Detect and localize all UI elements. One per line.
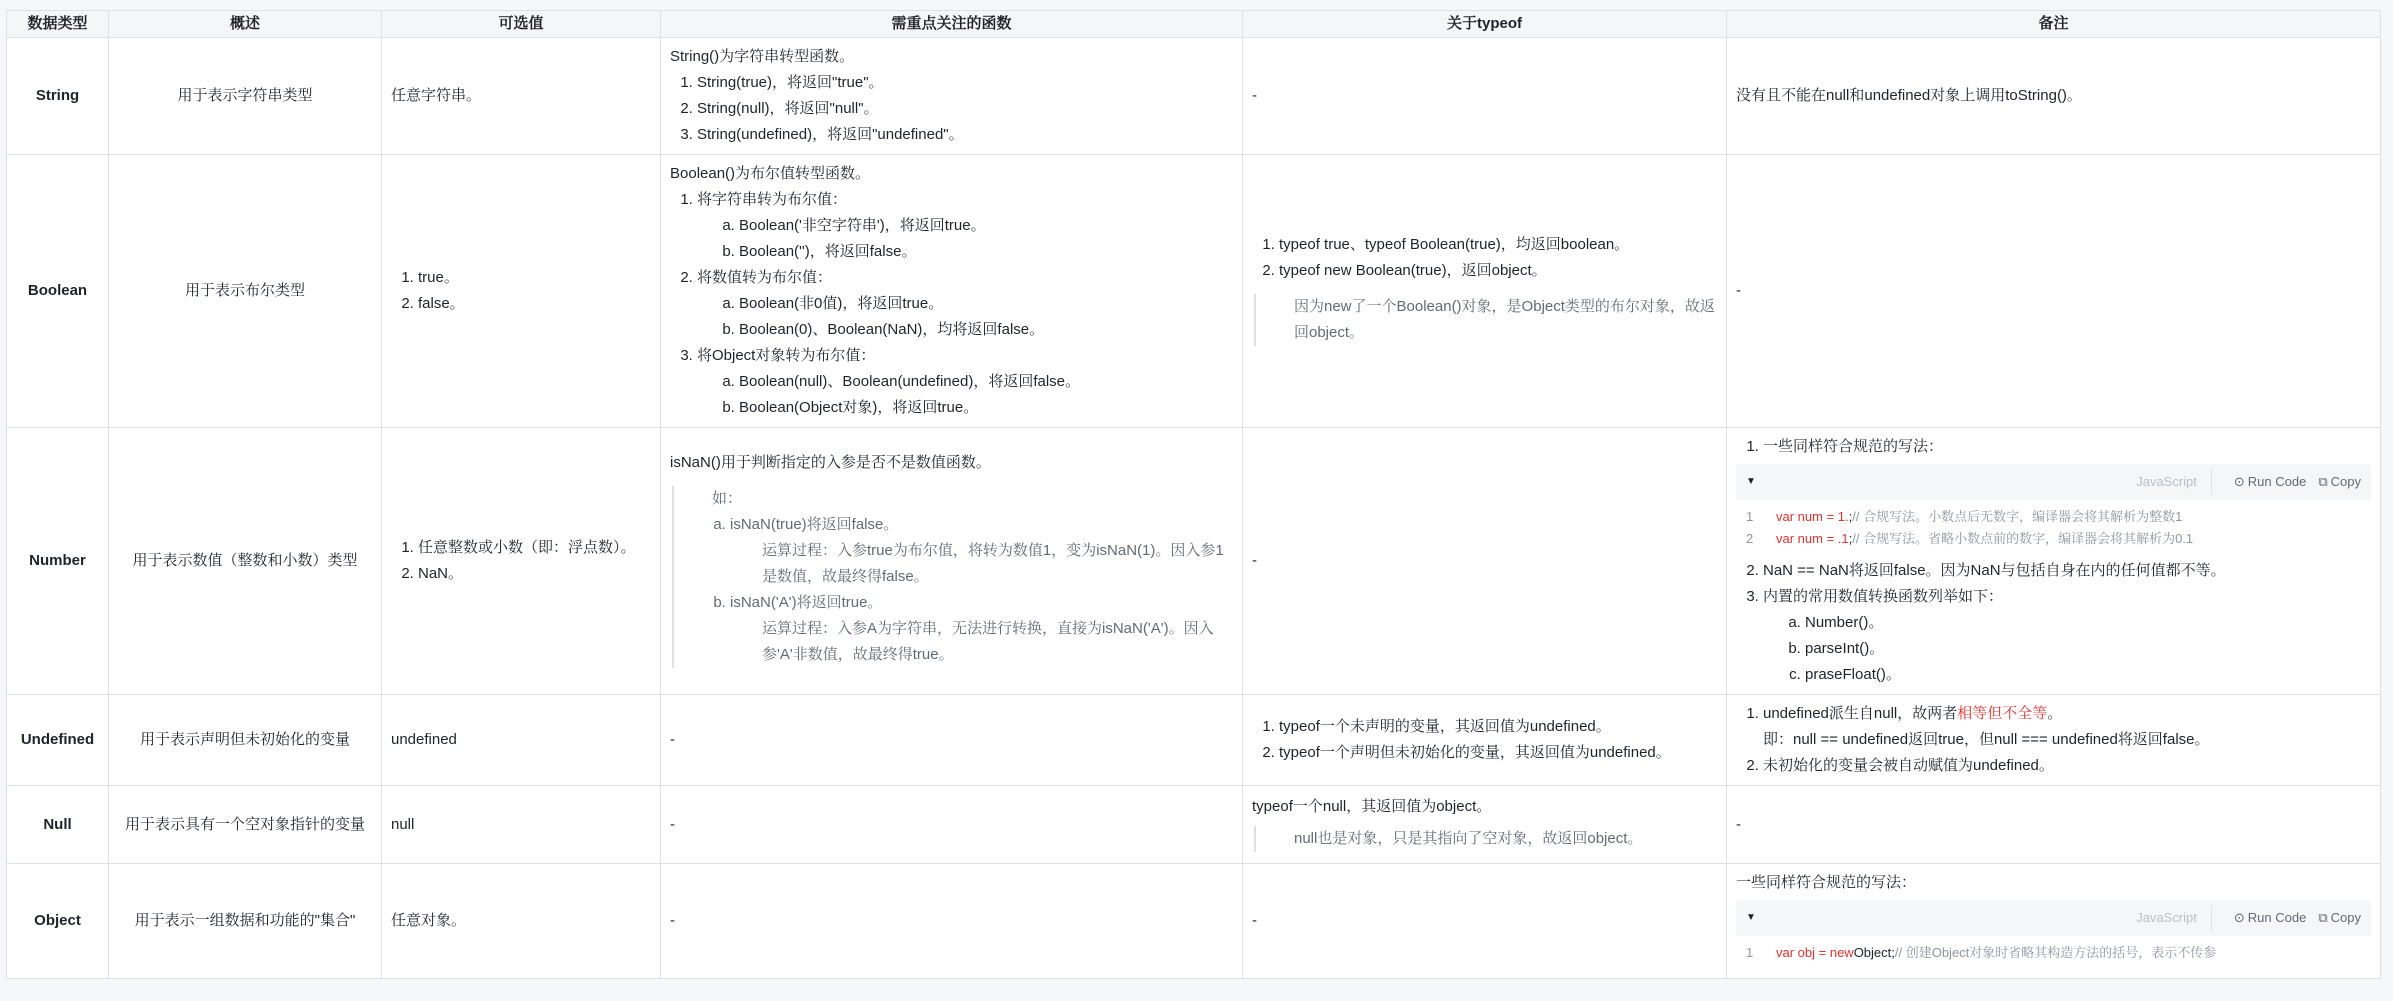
cell-type: Undefined bbox=[7, 695, 109, 786]
group-label: 将数值转为布尔值： bbox=[697, 269, 833, 286]
sub-list bbox=[1763, 610, 2371, 688]
notes-list bbox=[1736, 434, 2371, 688]
quote-label: 如： bbox=[712, 490, 743, 507]
typeof-list bbox=[1252, 714, 1717, 766]
quote-list bbox=[712, 512, 1233, 668]
list-item bbox=[730, 590, 1233, 668]
list-item: a. Boolean(非0值)，将返回true。 bbox=[739, 291, 1233, 317]
header-type: 数据类型 bbox=[7, 11, 109, 38]
notes-list bbox=[1736, 701, 2371, 779]
cell-notes bbox=[1727, 428, 2381, 695]
code-comment: // 合规写法。省略小数点前的数字，编译器会将其解析为0.1 bbox=[1852, 531, 2194, 546]
list-item: 2. String(null)，将返回"null"。 bbox=[697, 96, 1233, 122]
cell-values bbox=[382, 155, 661, 428]
cell-summary: 用于表示具有一个空对象指针的变量 bbox=[109, 786, 382, 864]
cell-values: 任意对象。 bbox=[382, 864, 661, 979]
func-quote bbox=[672, 486, 1233, 668]
note-text: 。 bbox=[2047, 705, 2063, 722]
list-item: 1. String(true)，将返回"true"。 bbox=[697, 70, 1233, 96]
code-line bbox=[1746, 506, 2361, 528]
run-code-label: Run Code bbox=[2247, 910, 2307, 925]
code-text: ; bbox=[1848, 509, 1853, 524]
typeof-text: typeof一个null，其返回值为object。 bbox=[1252, 797, 1492, 815]
cell-summary: 用于表示声明但未初始化的变量 bbox=[109, 695, 382, 786]
cell-notes: - bbox=[1727, 786, 2381, 864]
copy-button[interactable] bbox=[2318, 905, 2361, 931]
cell-summary: 用于表示一组数据和功能的"集合" bbox=[109, 864, 382, 979]
table-row-null bbox=[7, 786, 2381, 864]
sub-list bbox=[697, 291, 1233, 343]
func-intro: isNaN()用于判断指定的入参是否不是数值函数。 bbox=[670, 454, 991, 471]
list-item: a. Boolean(null)、Boolean(undefined)，将返回false。 bbox=[739, 369, 1233, 395]
cell-functions bbox=[661, 155, 1243, 428]
cell-type: Null bbox=[7, 786, 109, 864]
cell-type: Boolean bbox=[7, 155, 109, 428]
values-list bbox=[391, 265, 651, 317]
list-item: 1. typeof一个未声明的变量，其返回值为undefined。 bbox=[1279, 714, 1717, 740]
list-item: a. Boolean('非空字符串')，将返回true。 bbox=[739, 213, 1233, 239]
list-item bbox=[697, 343, 1233, 421]
cell-values: undefined bbox=[382, 695, 661, 786]
typeof-list bbox=[1252, 232, 1717, 284]
typeof-quote: null也是对象，只是其指向了空对象，故返回object。 bbox=[1254, 826, 1717, 852]
group-label: 将Object对象转为布尔值： bbox=[697, 347, 876, 364]
copy-label: Copy bbox=[2330, 474, 2361, 489]
func-list bbox=[670, 70, 1233, 148]
cell-typeof: - bbox=[1243, 864, 1727, 979]
cell-values: 任意字符串。 bbox=[382, 38, 661, 155]
run-code-button[interactable] bbox=[2234, 905, 2306, 931]
cell-notes: 没有且不能在null和undefined对象上调用toString()。 bbox=[1727, 38, 2381, 155]
cell-typeof bbox=[1243, 155, 1727, 428]
play-circle-icon: ⊙ bbox=[2233, 910, 2245, 925]
triangle-down-icon[interactable]: ▼ bbox=[1746, 912, 1756, 923]
triangle-down-icon[interactable]: ▼ bbox=[1746, 476, 1756, 487]
list-item bbox=[1763, 701, 2371, 753]
list-item: 3. String(undefined)，将返回"undefined"。 bbox=[697, 122, 1233, 148]
note-text: 内置的常用数值转换函数列举如下： bbox=[1763, 588, 2004, 605]
cell-summary: 用于表示布尔类型 bbox=[109, 155, 382, 428]
code-keyword: var num = .1 bbox=[1776, 531, 1849, 546]
code-block bbox=[1736, 464, 2371, 554]
code-text: ; bbox=[1848, 531, 1853, 546]
group-label: 将字符串转为布尔值： bbox=[697, 191, 848, 208]
list-item: b. Boolean('')，将返回false。 bbox=[739, 239, 1233, 265]
line-number: 1 bbox=[1746, 509, 1754, 524]
list-item: b. Boolean(Object对象)，将返回true。 bbox=[739, 395, 1233, 421]
cell-notes bbox=[1727, 695, 2381, 786]
list-item: c. praseFloat()。 bbox=[1805, 662, 2371, 688]
header-values: 可选值 bbox=[382, 11, 661, 38]
table-row-number bbox=[7, 428, 2381, 695]
run-code-label: Run Code bbox=[2247, 474, 2307, 489]
cell-summary: 用于表示字符串类型 bbox=[109, 38, 382, 155]
typeof-quote: 因为new了一个Boolean()对象，是Object类型的布尔对象，故返回object。 bbox=[1254, 294, 1717, 346]
list-item: 2. 未初始化的变量会被自动赋值为undefined。 bbox=[1763, 753, 2371, 779]
code-language: JavaScript bbox=[2136, 905, 2212, 931]
cell-typeof: - bbox=[1243, 38, 1727, 155]
func-intro: Boolean()为布尔值转型函数。 bbox=[670, 165, 871, 182]
func-list bbox=[670, 187, 1233, 421]
cell-typeof bbox=[1243, 695, 1727, 786]
list-item: 2. false。 bbox=[418, 291, 651, 317]
sub-list bbox=[697, 213, 1233, 265]
cell-functions: - bbox=[661, 864, 1243, 979]
note-text: 一些同样符合规范的写法： bbox=[1763, 438, 1944, 455]
list-item bbox=[1763, 584, 2371, 688]
header-summary: 概述 bbox=[109, 11, 382, 38]
cell-type: Number bbox=[7, 428, 109, 695]
item-detail: 运算过程：入参true为布尔值，将转为数值1，变为isNaN(1)。因入参1是数值，故最终得false。 bbox=[762, 542, 1224, 585]
code-comment: // 合规写法。小数点后无数字，编译器会将其解析为整数1 bbox=[1852, 509, 2183, 524]
list-item: b. Boolean(0)、Boolean(NaN)，均将返回false。 bbox=[739, 317, 1233, 343]
list-item: 2. NaN。 bbox=[418, 561, 651, 587]
table-row-undefined bbox=[7, 695, 2381, 786]
cell-type: Object bbox=[7, 864, 109, 979]
header-functions: 需重点关注的函数 bbox=[661, 11, 1243, 38]
code-text: Object; bbox=[1853, 945, 1895, 960]
cell-functions bbox=[661, 38, 1243, 155]
list-item: 2. NaN == NaN将返回false。因为NaN与包括自身在内的任何值都不等。 bbox=[1763, 558, 2371, 584]
code-keyword: var obj = new bbox=[1776, 945, 1854, 960]
data-types-table bbox=[6, 10, 2381, 979]
code-block-header bbox=[1736, 900, 2371, 936]
line-number: 1 bbox=[1746, 945, 1754, 960]
list-item bbox=[730, 512, 1233, 590]
item-label: isNaN(true)将返回false。 bbox=[730, 516, 899, 533]
cell-functions: - bbox=[661, 695, 1243, 786]
copy-button[interactable] bbox=[2318, 469, 2361, 495]
list-item: 1. 任意整数或小数（即：浮点数）。 bbox=[418, 535, 651, 561]
table-row-string bbox=[7, 38, 2381, 155]
header-notes: 备注 bbox=[1727, 11, 2381, 38]
table-row-boolean bbox=[7, 155, 2381, 428]
copy-icon: ⧉ bbox=[2318, 474, 2328, 489]
list-item bbox=[697, 187, 1233, 265]
cell-notes: - bbox=[1727, 155, 2381, 428]
copy-label: Copy bbox=[2330, 910, 2361, 925]
line-number: 2 bbox=[1746, 531, 1754, 546]
code-body bbox=[1736, 500, 2371, 554]
cell-notes bbox=[1727, 864, 2381, 979]
code-language: JavaScript bbox=[2136, 469, 2212, 495]
cell-functions: - bbox=[661, 786, 1243, 864]
run-code-button[interactable] bbox=[2234, 469, 2306, 495]
values-list bbox=[391, 535, 651, 587]
code-line bbox=[1746, 942, 2361, 964]
code-keyword: var num = 1. bbox=[1776, 509, 1849, 524]
sub-list bbox=[697, 369, 1233, 421]
list-item: 1. typeof true、typeof Boolean(true)，均返回boolean。 bbox=[1279, 232, 1717, 258]
play-circle-icon: ⊙ bbox=[2233, 474, 2245, 489]
note-detail: 即：null == undefined返回true，但null === undefined将返回false。 bbox=[1763, 731, 2210, 748]
list-item bbox=[1746, 434, 2371, 554]
code-block bbox=[1736, 900, 2371, 968]
list-item: 2. typeof一个声明但未初始化的变量，其返回值为undefined。 bbox=[1279, 740, 1717, 766]
cell-type: String bbox=[7, 38, 109, 155]
note-text: undefined派生自null，故两者 bbox=[1763, 705, 1958, 722]
code-line bbox=[1746, 528, 2361, 550]
table-header-row bbox=[7, 11, 2381, 38]
list-item: 1. true。 bbox=[418, 265, 651, 291]
list-item bbox=[697, 265, 1233, 343]
list-item: a. Number()。 bbox=[1805, 610, 2371, 636]
func-intro: String()为字符串转型函数。 bbox=[670, 48, 855, 65]
cell-functions bbox=[661, 428, 1243, 695]
cell-values: null bbox=[382, 786, 661, 864]
data-types-table-container bbox=[6, 10, 2380, 979]
cell-typeof bbox=[1243, 786, 1727, 864]
code-body bbox=[1736, 936, 2371, 968]
note-highlight: 相等但不全等 bbox=[1957, 705, 2048, 722]
cell-values bbox=[382, 428, 661, 695]
table-row-object bbox=[7, 864, 2381, 979]
note-text: 一些同样符合规范的写法： bbox=[1736, 874, 1917, 891]
cell-summary: 用于表示数值（整数和小数）类型 bbox=[109, 428, 382, 695]
list-item: 2. typeof new Boolean(true)，返回object。 bbox=[1279, 258, 1717, 284]
item-detail: 运算过程：入参A为字符串，无法进行转换，直接为isNaN('A')。因入参'A'非数值，故最终得true。 bbox=[762, 620, 1214, 663]
cell-typeof: - bbox=[1243, 428, 1727, 695]
code-block-header bbox=[1736, 464, 2371, 500]
code-comment: // 创建Object对象时省略其构造方法的括号，表示不传参 bbox=[1894, 945, 2217, 960]
item-label: isNaN('A')将返回true。 bbox=[730, 594, 883, 611]
header-typeof: 关于typeof bbox=[1243, 11, 1727, 38]
copy-icon: ⧉ bbox=[2318, 910, 2328, 925]
list-item: b. parseInt()。 bbox=[1805, 636, 2371, 662]
